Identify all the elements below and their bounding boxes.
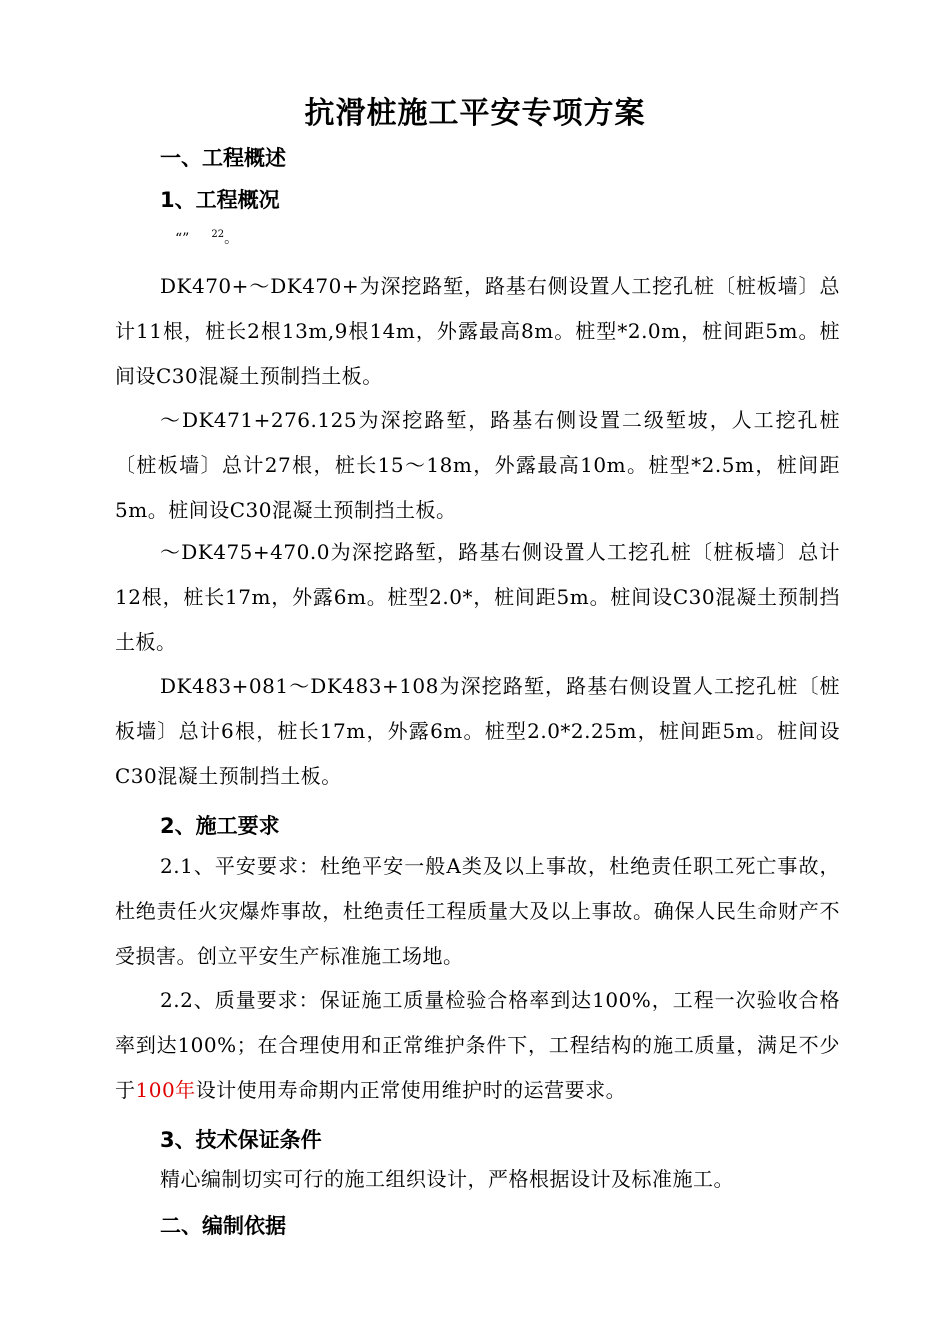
paragraph-dk475: ～DK475+470.0为深挖路堑，路基右侧设置人工挖孔桩〔桩板墙〕总计12根，桩长17m，外露6m。桩型2.0*，桩间距5m。桩间设C30混凝土预制挡土板。 — [115, 540, 840, 654]
paragraph-dk483: DK483+081～DK483+108为深挖路堑，路基右侧设置人工挖孔桩〔桩板墙〕总计6根，桩长17m，外露6m。桩型2.0*2.25m，桩间距5m。桩间设C30混凝土预制挡土板。 — [115, 674, 840, 788]
section-heading-overview: 一、工程概述 — [160, 146, 286, 170]
document-title: 抗滑桩施工平安专项方案 — [304, 96, 646, 131]
quote-period: 。 — [224, 231, 239, 247]
quote-fragment — [175, 228, 238, 248]
paragraph-quality-requirements — [115, 978, 840, 1113]
quality-text-end: 设计使用寿命期内正常使用维护时的运营要求。 — [195, 1078, 627, 1102]
subsection-heading-technical-conditions: 3、技术保证条件 — [160, 1128, 322, 1152]
section-heading-basis: 二、编制依据 — [160, 1214, 286, 1238]
design-life-highlight: 100年 — [135, 1078, 196, 1102]
subsection-heading-project-summary: 1、工程概况 — [160, 188, 280, 212]
paragraph-safety-requirements: 2.1、平安要求：杜绝平安一般A类及以上事故，杜绝责任职工死亡事故，杜绝责任火灾爆炸事故，杜绝责任工程质量大及以上事故。确保人民生命财产不受损害。创立平安生产标准施工场地。 — [115, 854, 840, 968]
paragraph-technical-conditions: 精心编制切实可行的施工组织设计，严格根据设计及标准施工。 — [160, 1167, 734, 1191]
subsection-heading-requirements: 2、施工要求 — [160, 814, 280, 838]
paragraph-dk471: ～DK471+276.125为深挖路堑，路基右侧设置二级堑坡，人工挖孔桩〔桩板墙〕总计27根，桩长15～18m，外露最高10m。桩型*2.5m，桩间距5m。桩间设C30混凝土预制挡土板。 — [115, 408, 840, 522]
paragraph-dk470: DK470+～DK470+为深挖路堑，路基右侧设置人工挖孔桩〔桩板墙〕总计11根，桩长2根13m,9根14m，外露最高8m。桩型*2.0m，桩间距5m。桩间设C30混凝土预制挡土板。 — [115, 274, 840, 388]
quality-text-start: 2.2、质量要求：保证施工质量检验合格率到达100%，工程一次验收合格率到达100%；在合理使用和正常维护条件下，工程结构的施工质量，满足不少于 — [115, 988, 840, 1102]
quote-superscript: 22 — [211, 229, 225, 240]
quote-marks: “” — [175, 231, 190, 247]
